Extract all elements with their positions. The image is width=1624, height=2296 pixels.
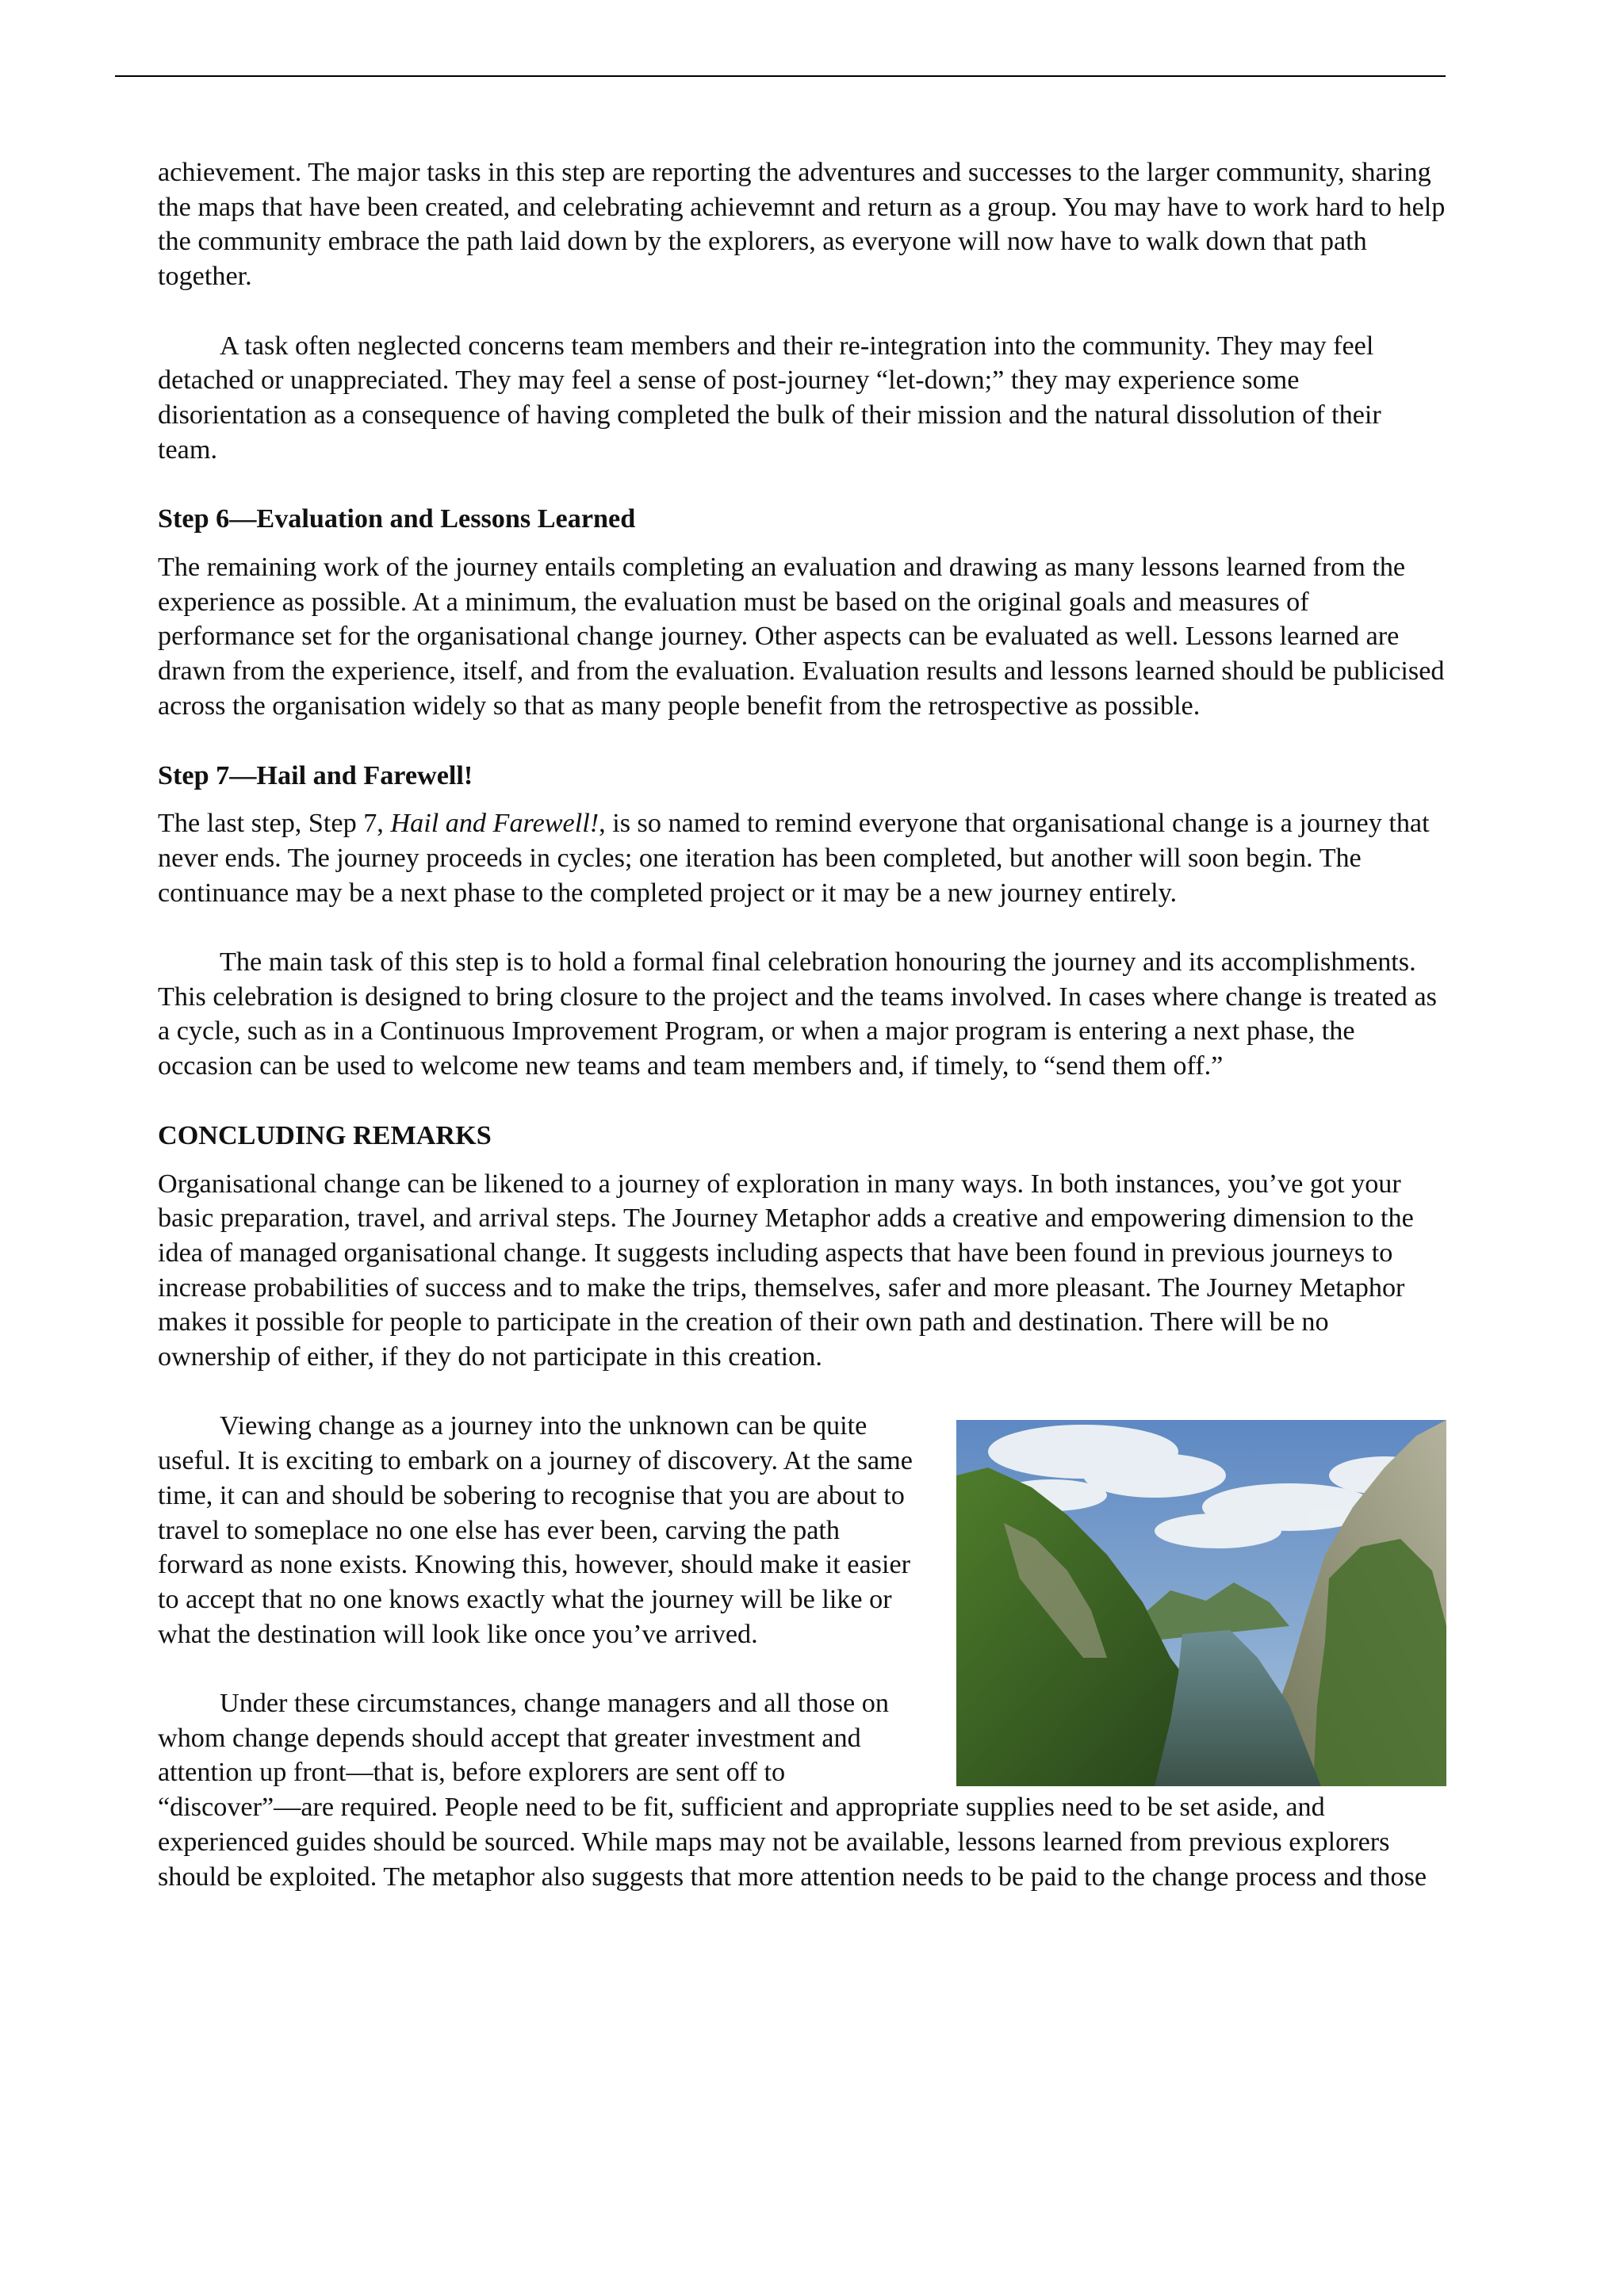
heading-step-7: Step 7—Hail and Farewell! [158,760,473,790]
step-7-text-start: The last step, Step 7, [158,809,391,839]
heading-step-6: Step 6—Evaluation and Lessons Learned [158,504,636,534]
paragraph-reintegration: A task often neglected concerns team members and their re-integration into the community. They may feel detached or unappreciated. They may feel a sense of post-journey “let-down;” they may experience some disorientation as a consequence of having completed the bulk of their mission and the natural dissolution of their team. [158,331,1381,465]
gorge-river-illustration [956,1420,1446,1786]
paragraph-concluding-3: Under these circumstances, change managers and all those on whom change depends should accept that greater investment and attention up front—that is, before explorers are sent off to “discover”—are required. People need to be fit, sufficient and appropriate supplies need to be set aside, and experienced guides should be sourced. While maps may not be available, lessons learned from previous explorers should be exploited. The metaphor also suggests that more attention needs to be paid to the change process and those [158,1689,1427,1892]
paragraph-step-6: The remaining work of the journey entails completing an evaluation and drawing as many lessons learned from the experience as possible. At a minimum, the evaluation must be based on the original goals and measures of performance set for the organisational change journey. Other aspects can be evaluated as well. Lessons learned are drawn from the experience, itself, and from the evaluation. Evaluation results and lessons learned should be publicised across the organisation widely so that as many people benefit from the retrospective as possible. [158,553,1445,721]
right-forest [1313,1539,1446,1786]
gorge-river-photo [956,1420,1446,1786]
heading-concluding-remarks: CONCLUDING REMARKS [158,1120,492,1150]
paragraph-concluding-1: Organisational change can be likened to a journey of exploration in many ways. In both instances, you’ve got your basic preparation, travel, and arrival steps. The Journey Metaphor adds a creative and empowering dimension to the idea of managed organisational change. It suggests including aspects that have been found in previous journeys to increase probabilities of success and to make the trips, themselves, safer and more pleasant. The Journey Metaphor makes it possible for people to participate in the creation of their own path and destination. There will be no ownership of either, if they do not participate in this creation. [158,1169,1414,1372]
paragraph-achievement: achievement. The major tasks in this step are reporting the adventures and successes to the larger community, sharing the maps that have been created, and celebrating achievemnt and return as a group. You may have to work hard to help the community embrace the path laid down by the explorers, as everyone will now have to walk down that path together. [158,158,1446,292]
paragraph-step-7 [158,806,1446,910]
page-content [158,155,1446,1894]
paragraph-concluding-2: Viewing change as a journey into the unknown can be quite useful. It is exciting to embark on a journey of discovery. At the same time, it can and should be sobering to recognise that you are about to travel to someplace no one else has ever been, carving the path forward as none exists. Knowing this, however, should make it easier to accept that no one knows exactly what the journey will be like or what the destination will look like once you’ve arrived. [158,1411,913,1649]
header-rule [115,75,1446,77]
step-7-text-end: , is so named to remind everyone that organisational change is a journey that never ends. The journey proceeds in cycles; one iteration has been completed, but another will soon begin. The continuance may be a next phase to the completed project or it may be a new journey entirely. [158,809,1430,908]
step-7-title-italic: Hail and Farewell! [390,809,599,839]
figure-section [158,1409,1446,1894]
paragraph-celebration: The main task of this step is to hold a formal final celebration honouring the journey and its accomplishments. This celebration is designed to bring closure to the project and the teams involved. In cases where change is treated as a cycle, such as in a Continuous Improvement Program, or when a major program is entering a next phase, the occasion can be used to welcome new teams and team members and, if timely, to “send them off.” [158,947,1437,1081]
